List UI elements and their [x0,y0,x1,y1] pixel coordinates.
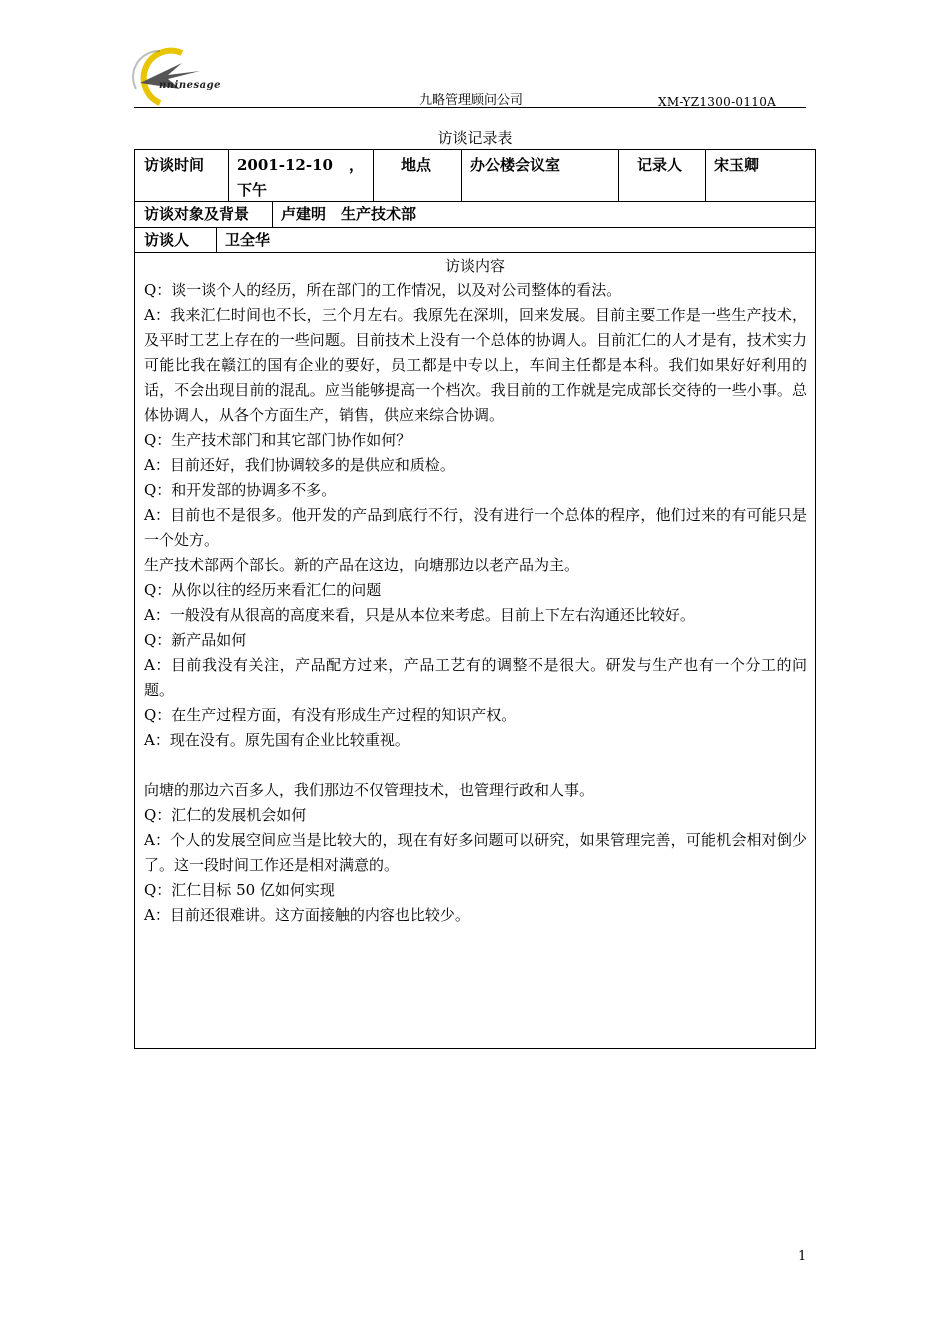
content-line: A：目前还很难讲。这方面接触的内容也比较少。 [144,906,470,924]
recorder-label: 记录人 [637,156,683,174]
content-line: A：目前也不是很多。他开发的产品到底行不行，没有进行一个总体的程序，他们过来的有可能只是一个处方。 [144,506,807,549]
content-line: A：目前我没有关注，产品配方过来，产品工艺有的调整不是很大。研发与生产也有一个分工的问题。 [144,656,807,699]
content-line: A：目前还好，我们协调较多的是供应和质检。 [144,456,455,474]
logo-wordmark: nninesage [159,80,221,91]
blank-line [144,753,807,778]
content-line: A：现在没有。原先国有企业比较重视。 [144,731,410,749]
content-line: 向塘的那边六百多人，我们那边不仅管理技术，也管理行政和人事。 [144,781,595,799]
interviewer-value: 卫全华 [225,231,271,249]
content-line: Q：谈一谈个人的经历，所在部门的工作情况，以及对公司整体的看法。 [144,281,622,299]
interview-form [134,149,816,1049]
content-line: Q：新产品如何 [144,631,247,649]
content-line: Q：生产技术部门和其它部门协作如何？ [144,431,412,449]
header-rule [134,107,806,108]
subject-value: 卢建明 生产技术部 [281,205,417,223]
company-name: 九略管理顾问公司 [419,93,524,108]
interview-content [144,278,807,928]
row-subject [135,201,815,228]
content-line: Q：从你以往的经历来看汇仁的问题 [144,581,382,599]
content-line: A：个人的发展空间应当是比较大的，现在有好多问题可以研究，如果管理完善，可能机会相对倒少了。这一段时间工作还是相对满意的。 [144,831,807,874]
content-line: A：一般没有从很高的高度来看，只是从本位来考虑。目前上下左右沟通还比较好。 [144,606,695,624]
document-number: XM-YZ1300-0110A [658,95,777,109]
logo-icon [130,45,230,107]
row-time-place-recorder [135,150,815,202]
subject-label: 访谈对象及背景 [144,205,250,223]
content-line: Q：汇仁目标 50 亿如何实现 [144,881,335,899]
page-number: 1 [798,1249,807,1264]
place-label: 地点 [401,156,432,174]
interviewer-label: 访谈人 [144,231,190,249]
content-line: Q：和开发部的协调多不多。 [144,481,337,499]
content-line: Q：在生产过程方面，有没有形成生产过程的知识产权。 [144,706,517,724]
form-title: 访谈记录表 [437,129,513,147]
row-interviewer [135,227,815,253]
time-label: 访谈时间 [144,156,205,174]
place-value: 办公楼会议室 [470,156,561,174]
company-logo [130,45,230,107]
content-line: Q：汇仁的发展机会如何 [144,806,307,824]
recorder-value: 宋玉卿 [714,156,760,174]
content-line: 生产技术部两个部长。新的产品在这边，向塘那边以老产品为主。 [144,556,580,574]
content-line: A：我来汇仁时间也不长，三个月左右。我原先在深圳，回来发展。目前主要工作是一些生产技术，及平时工艺上存在的一些问题。目前技术上没有一个总体的协调人。目前汇仁的人才是有，技术实力可能比我在赣江的国有企业的要好，员工都是中专以上，车间主任都是本科。我们如果好好利用的话，不会出现目前的混乱。应当能够提高一个档次。我目前的工作就是完成部长交待的一些小事。总体协调人，从各个方面生产，销售，供应来综合协调。 [144,306,807,424]
content-heading: 访谈内容 [444,257,505,275]
time-value: 2001-12-10 ， 下午 [237,156,364,199]
